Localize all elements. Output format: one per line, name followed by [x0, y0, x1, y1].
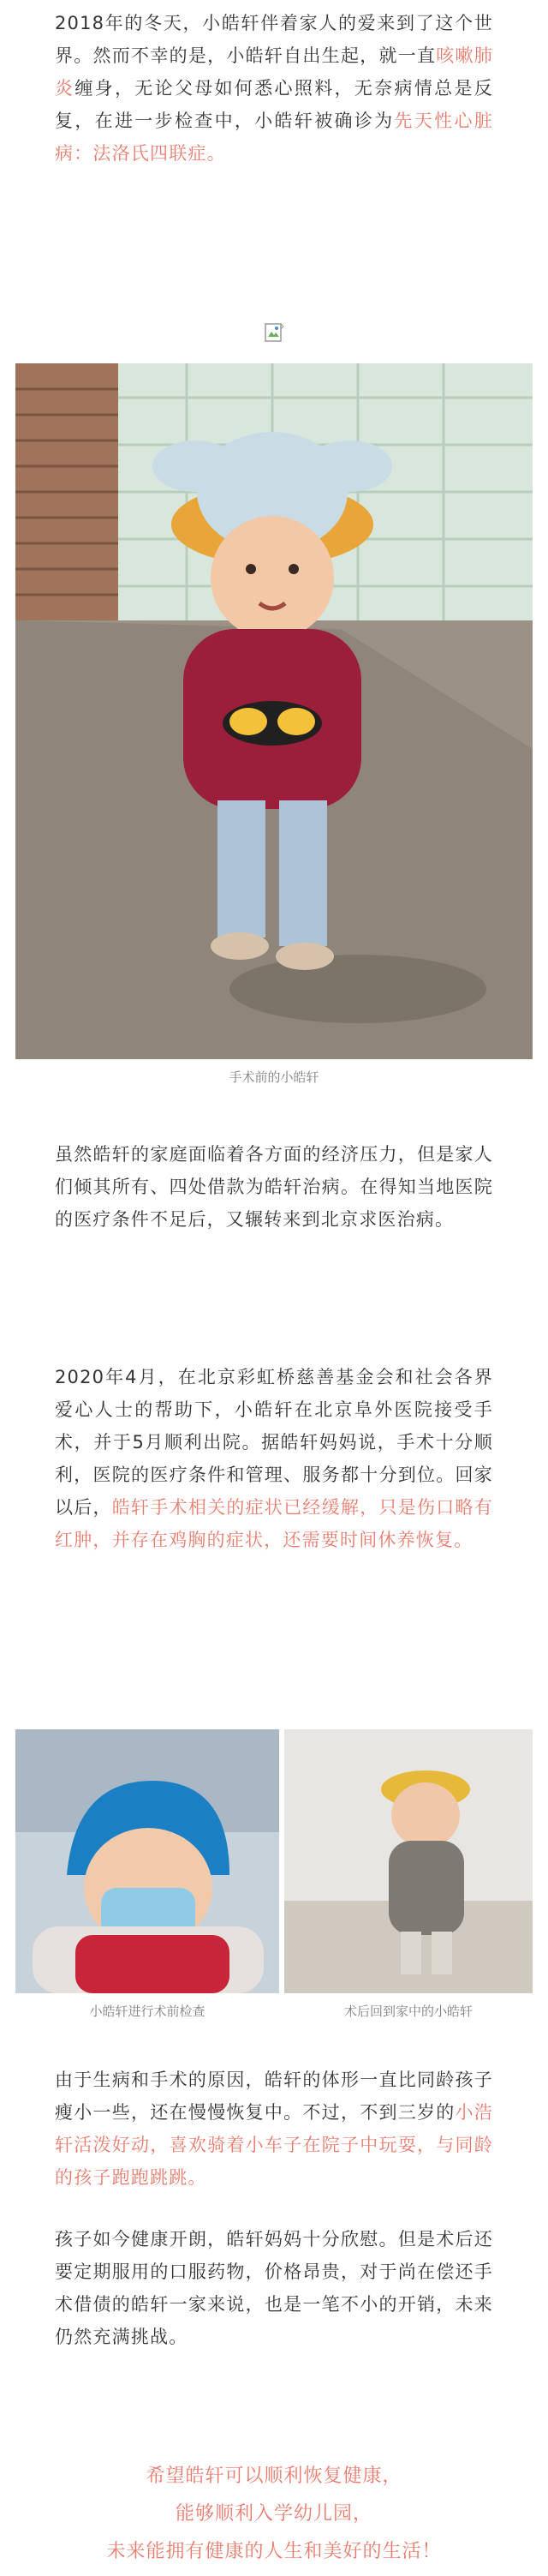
right-photo-caption: 术后回到家中的小皓轩 [343, 2004, 473, 2019]
closing-line-3: 未来能拥有健康的人生和美好的生活！ [106, 2541, 442, 2562]
challenge-paragraph: 孩子如今健康开朗，皓轩妈妈十分欣慰。但是术后还要定期服用的口服药物，价格昂贵，对于尚在偿还手术借债的皓轩一家来说，也是一笔不小的开销，未来仍然充满挑战。 [55, 2229, 493, 2347]
surgery-text: 2020年4月，在北京彩虹桥慈善基金会和社会各界爱心人士的帮助下，小皓轩在北京阜外医院接受手术，并于5月顺利出院。据皓轩妈妈说，手术十分顺利，医院的医疗条件和管理、服务都十分到位。回家以后， [55, 1367, 493, 1518]
closing-line-2: 能够顺利入学幼儿园， [175, 2503, 372, 2525]
highlight-diagnosis: 先天性心脏病：法洛氏四联症。 [55, 111, 493, 164]
highlight-recovery: 皓轩手术相关的症状已经缓解，只是伤口略有红肿，并存在鸡胸的症状，还需要时间休养恢复。 [55, 1497, 493, 1550]
highlight-pneumonia: 咳嗽肺炎 [55, 45, 493, 99]
growth-text: 由于生病和手术的原因，皓轩的体形一直比同龄孩子瘦小一些，还在慢慢恢复中。不过，不到三岁的 [55, 2070, 493, 2123]
growth-paragraph [55, 2064, 493, 2194]
highlight-active: 小浩轩活泼好动，喜欢骑着小车子在院子中玩耍，与同龄的孩子跑跑跳跳。 [55, 2102, 493, 2188]
broken-image-icon [264, 322, 284, 344]
family-paragraph: 虽然皓轩的家庭面临着各方面的经济压力，但是家人们倾其所有、四处借款为皓轩治病。在得知当地医院的医疗条件不足后，又辗转来到北京求医治病。 [55, 1144, 493, 1230]
intro-paragraph [55, 7, 493, 170]
closing-line-1: 希望皓轩可以顺利恢复健康， [146, 2465, 402, 2487]
left-photo [15, 1729, 279, 1993]
right-photo [284, 1729, 533, 1993]
closing-wishes [34, 2458, 514, 2571]
surgery-paragraph [55, 1361, 493, 1556]
main-photo [15, 363, 533, 1059]
intro-text-2: 缠身，无论父母如何悉心照料，无奈病情总是反复，在进一步检查中，小皓轩被确诊为 [55, 78, 493, 131]
left-photo-caption: 小皓轩进行术前检查 [89, 2004, 206, 2019]
intro-text: 2018年的冬天，小皓轩伴着家人的爱来到了这个世界。然而不幸的是，小皓轩自出生起，就一直 [55, 13, 493, 66]
main-photo-caption: 手术前的小皓轩 [229, 1069, 319, 1085]
